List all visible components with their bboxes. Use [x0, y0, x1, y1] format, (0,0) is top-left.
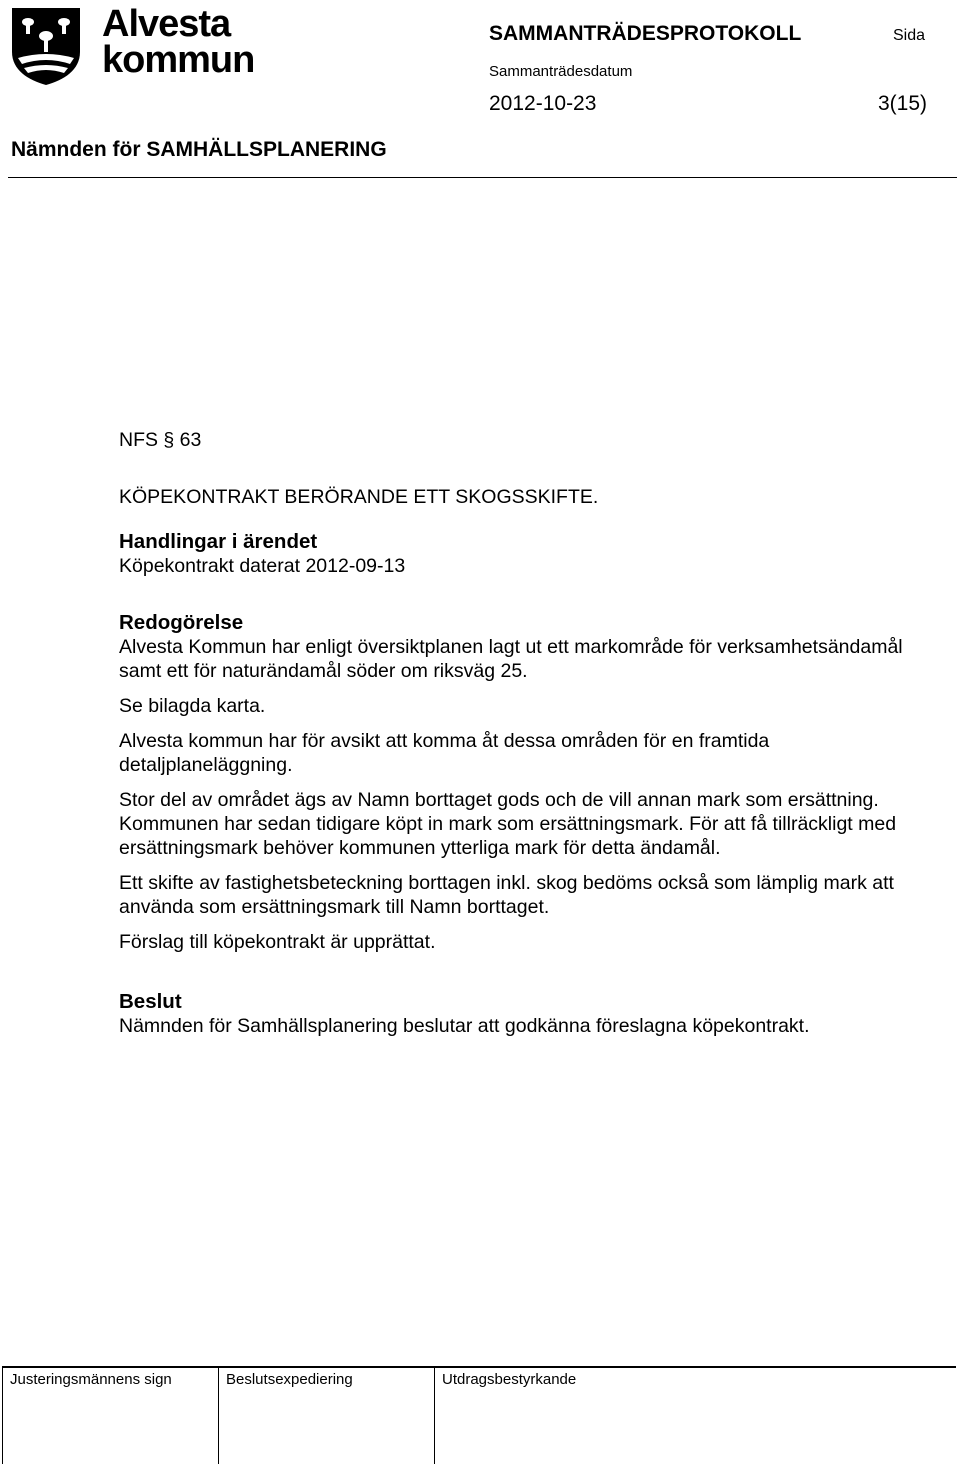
case-reference: NFS § 63 — [119, 429, 202, 451]
document-type: SAMMANTRÄDESPROTOKOLL — [489, 22, 802, 45]
report-paragraph: Alvesta Kommun har enligt översiktplanen lagt ut ett markområde för verksamhetsändamål samt ett för naturändamål söder om riksväg 25. — [119, 636, 903, 682]
header-divider — [8, 177, 957, 178]
page-number: 3(15) — [878, 92, 928, 115]
footer-cell-certification — [434, 1368, 735, 1464]
footer-cell-dispatch — [218, 1368, 435, 1464]
logo-word-kommun: kommun — [102, 39, 255, 81]
logo-word-alvesta: Alvesta — [102, 3, 231, 45]
report-paragraph: Alvesta kommun har för avsikt att komma åt dessa områden för en framtida detaljplaneläggning. — [119, 730, 770, 776]
meeting-date: 2012-10-23 — [489, 92, 597, 115]
signature-footer — [2, 1366, 956, 1464]
section-heading-decision: Beslut — [119, 990, 182, 1013]
page-label: Sida — [893, 27, 926, 44]
footer-cell-adjusters-sign — [2, 1368, 219, 1464]
footer-label-adjusters-sign: Justeringsmännens sign — [10, 1371, 172, 1388]
report-paragraph: Stor del av området ägs av Namn borttaget gods och de vill annan mark som ersättning. Kommunen har sedan tidigare köpt in mark som ersättningsmark. För att få tillräckligt med ersättningsmark behöver kommunen ytterliga mark för detta ändamål. — [119, 789, 897, 859]
report-paragraph: Se bilagda karta. — [119, 695, 266, 717]
section-heading-report: Redogörelse — [119, 611, 244, 634]
document-body — [119, 428, 919, 1038]
section-heading-documents: Handlingar i ärendet — [119, 530, 318, 553]
report-paragraph: Ett skifte av fastighetsbeteckning borttagen inkl. skog bedöms också som lämplig mark att använda som ersättningsmark till Namn borttaget. — [119, 872, 894, 918]
municipality-logo — [10, 3, 255, 88]
footer-label-certification: Utdragsbestyrkande — [442, 1371, 577, 1388]
case-title: KÖPEKONTRAKT BERÖRANDE ETT SKOGSSKIFTE. — [119, 486, 599, 508]
footer-label-dispatch: Beslutsexpediering — [226, 1371, 353, 1388]
section-text-documents: Köpekontrakt daterat 2012-09-13 — [119, 555, 406, 577]
coat-of-arms-icon — [10, 6, 82, 86]
committee-name: Nämnden för SAMHÄLLSPLANERING — [11, 138, 387, 161]
meeting-date-label: Sammanträdesdatum — [489, 63, 633, 80]
report-paragraph: Förslag till köpekontrakt är upprättat. — [119, 931, 436, 953]
section-text-decision: Nämnden för Samhällsplanering beslutar att godkänna föreslagna köpekontrakt. — [119, 1015, 810, 1037]
